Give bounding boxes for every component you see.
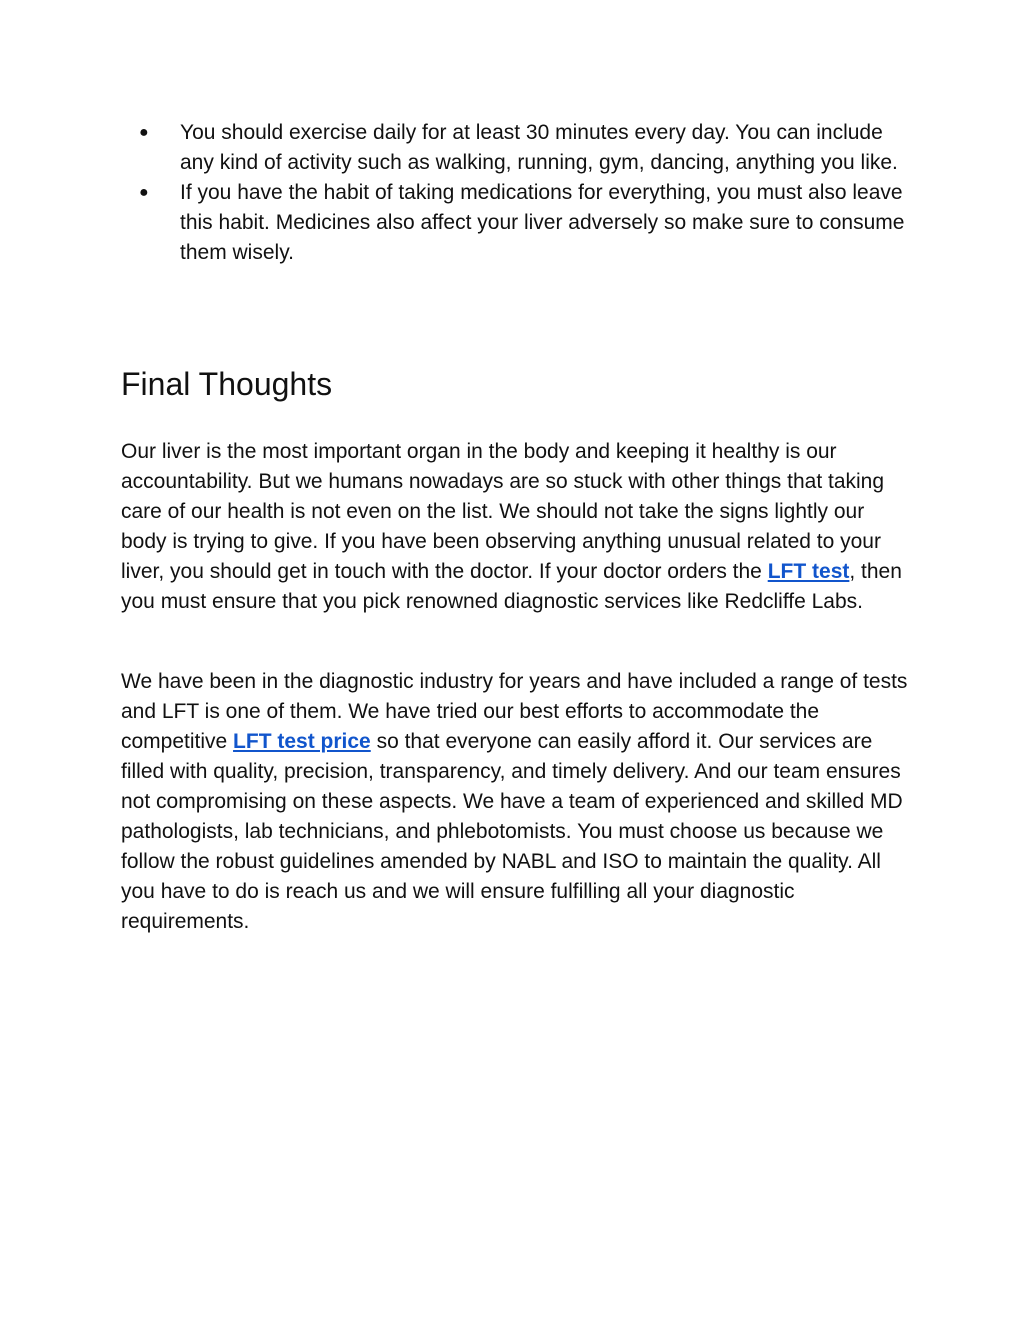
lft-test-price-link[interactable]: LFT test price — [233, 730, 371, 753]
bullet-marker: ● — [139, 124, 149, 141]
lft-test-link[interactable]: LFT test — [767, 560, 850, 583]
bullet-item — [121, 118, 911, 178]
paragraph-text: , then you must ensure that you pick renowned diagnostic services like Redcliffe Labs. — [121, 560, 902, 613]
paragraph-about-services — [121, 667, 911, 937]
paragraph-text: Our liver is the most important organ in the body and keeping it healthy is our accountability. But we humans nowadays are so stuck with other things that taking care of our health is not even on the list. We should not take the signs lightly our body is trying to give. If you have been observing anything unusual related to your liver, you should get in touch with the doctor. If your doctor orders the — [121, 440, 885, 583]
bullet-text: You should exercise daily for at least 30 minutes every day. You can include any kind of activity such as walking, running, gym, dancing, anything you like. — [180, 121, 898, 174]
section-heading: Final Thoughts — [121, 366, 333, 402]
paragraph-final-thoughts — [121, 437, 911, 617]
bullet-marker: ● — [139, 184, 149, 201]
bullet-item — [121, 178, 911, 268]
paragraph-text: so that everyone can easily afford it. Our services are filled with quality, precision, transparency, and timely delivery. And our team ensures not compromising on these aspects. We have a team of experienced and skilled MD pathologists, lab technicians, and phlebotomists. You must choose us because we follow the robust guidelines amended by NABL and ISO to maintain the quality. All you have to do is reach us and we will ensure fulfilling all your diagnostic requirements. — [121, 730, 903, 933]
bullet-list — [121, 118, 911, 268]
bullet-text: If you have the habit of taking medications for everything, you must also leave this habit. Medicines also affect your liver adversely so make sure to consume them wisely. — [180, 181, 905, 264]
paragraph-text: We have been in the diagnostic industry for years and have included a range of tests and LFT is one of them. We have tried our best efforts to accommodate the competitive — [121, 670, 908, 753]
document-page — [121, 118, 911, 937]
